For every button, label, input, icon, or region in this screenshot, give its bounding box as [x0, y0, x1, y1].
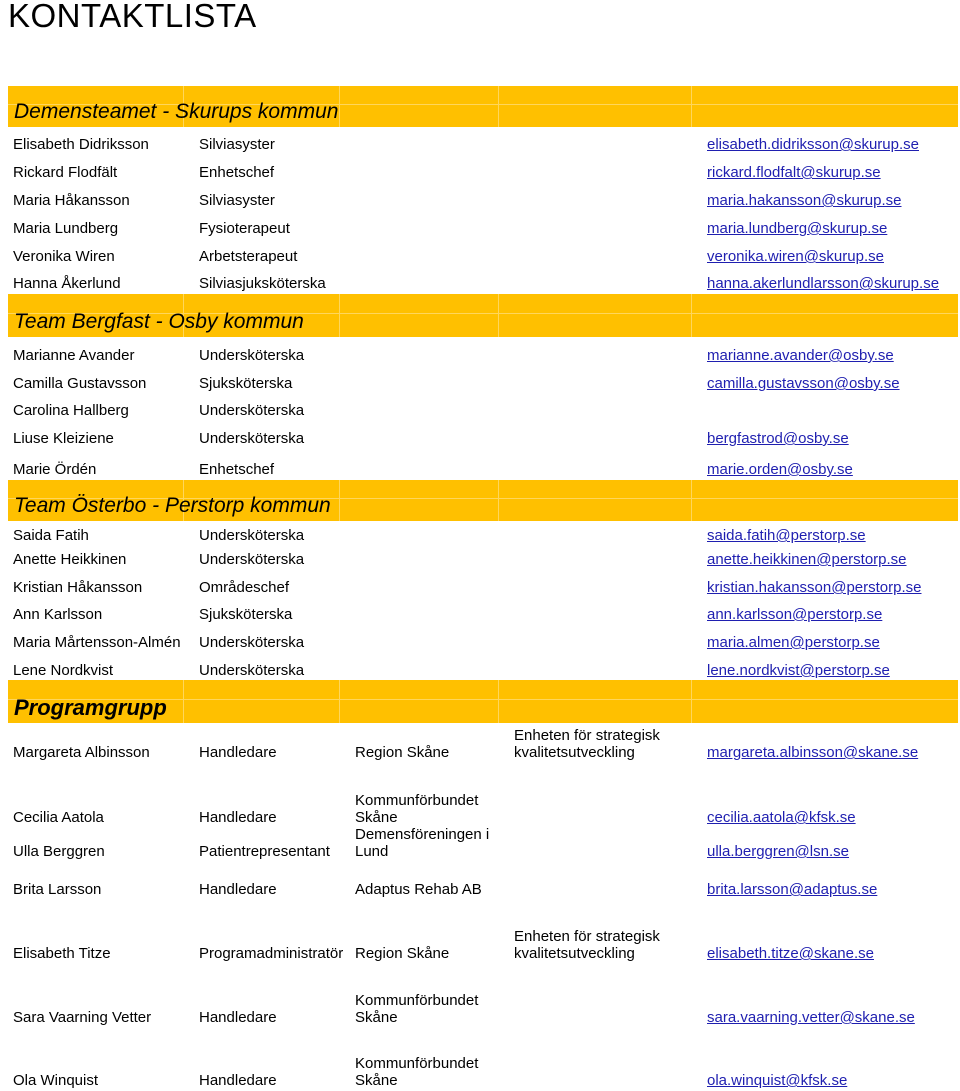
- contact-organization: Kommunförbundet Skåne: [355, 992, 479, 1026]
- contact-name: Maria Håkansson: [13, 192, 130, 209]
- band-column-divider: [339, 86, 340, 127]
- band-column-divider: [498, 680, 499, 723]
- contact-name: Ulla Berggren: [13, 843, 105, 860]
- band-column-divider: [691, 680, 692, 723]
- contact-name: Kristian Håkansson: [13, 579, 143, 596]
- band-column-divider: [498, 294, 499, 337]
- contact-role: Silviasyster: [199, 192, 275, 209]
- contact-name: Marie Ördén: [13, 461, 97, 478]
- contact-email[interactable]: hanna.akerlundlarsson@skurup.se: [707, 275, 940, 292]
- section-title: Team Österbo - Perstorp kommun: [14, 494, 331, 517]
- section-header-band: [8, 480, 958, 521]
- contact-name: Ola Winquist: [13, 1072, 99, 1089]
- contact-email[interactable]: saida.fatih@perstorp.se: [707, 527, 866, 544]
- contact-email[interactable]: ola.winquist@kfsk.se: [707, 1072, 848, 1089]
- contact-organization: Region Skåne: [355, 744, 450, 761]
- contact-email[interactable]: veronika.wiren@skurup.se: [707, 248, 884, 265]
- contact-name: Veronika Wiren: [13, 248, 115, 265]
- contact-name: Rickard Flodfält: [13, 164, 118, 181]
- contact-email[interactable]: elisabeth.titze@skane.se: [707, 945, 874, 962]
- band-column-divider: [183, 680, 184, 723]
- section-title: Team Bergfast - Osby kommun: [14, 310, 304, 333]
- contact-name: Ann Karlsson: [13, 606, 103, 623]
- contact-name: Maria Mårtensson-Almén: [13, 634, 181, 651]
- contact-role: Undersköterska: [199, 402, 305, 419]
- contact-role: Patientrepresentant: [199, 843, 330, 860]
- contact-role: Programadministratör: [199, 945, 344, 962]
- contact-email[interactable]: maria.lundberg@skurup.se: [707, 220, 888, 237]
- contact-role: Undersköterska: [199, 347, 305, 364]
- contact-email[interactable]: rickard.flodfalt@skurup.se: [707, 164, 881, 181]
- contact-name: Elisabeth Didriksson: [13, 136, 149, 153]
- contact-unit: Enheten för strategisk kvalitetsutveckling: [514, 928, 660, 962]
- section-header-band: [8, 680, 958, 723]
- section-header-band: [8, 86, 958, 127]
- contact-name: Lene Nordkvist: [13, 662, 114, 679]
- band-column-divider: [339, 480, 340, 521]
- contact-email[interactable]: marie.orden@osby.se: [707, 461, 853, 478]
- band-column-divider: [691, 480, 692, 521]
- contact-organization: Demensföreningen i Lund: [355, 826, 490, 860]
- contact-role: Undersköterska: [199, 551, 305, 568]
- band-column-divider: [339, 294, 340, 337]
- contact-role: Sjuksköterska: [199, 606, 293, 623]
- contact-email[interactable]: camilla.gustavsson@osby.se: [707, 375, 900, 392]
- contact-email[interactable]: margareta.albinsson@skane.se: [707, 744, 919, 761]
- contact-name: Brita Larsson: [13, 881, 102, 898]
- contact-name: Camilla Gustavsson: [13, 375, 147, 392]
- section-header-band: [8, 294, 958, 337]
- band-column-divider: [498, 86, 499, 127]
- contact-email[interactable]: ulla.berggren@lsn.se: [707, 843, 849, 860]
- band-column-divider: [498, 480, 499, 521]
- contact-email[interactable]: sara.vaarning.vetter@skane.se: [707, 1009, 915, 1026]
- contact-email[interactable]: kristian.hakansson@perstorp.se: [707, 579, 922, 596]
- contact-role: Handledare: [199, 1009, 277, 1026]
- contact-name: Anette Heikkinen: [13, 551, 127, 568]
- contact-role: Undersköterska: [199, 662, 305, 679]
- contact-role: Silviasjuksköterska: [199, 275, 326, 292]
- section-title: Programgrupp: [14, 695, 167, 720]
- contact-role: Sjuksköterska: [199, 375, 293, 392]
- contact-email[interactable]: lene.nordkvist@perstorp.se: [707, 662, 890, 679]
- contact-name: Elisabeth Titze: [13, 945, 111, 962]
- contact-email[interactable]: maria.hakansson@skurup.se: [707, 192, 902, 209]
- contact-name: Hanna Åkerlund: [13, 275, 121, 292]
- contact-email[interactable]: cecilia.aatola@kfsk.se: [707, 809, 856, 826]
- band-column-divider: [339, 680, 340, 723]
- contact-name: Sara Vaarning Vetter: [13, 1009, 152, 1026]
- contact-name: Cecilia Aatola: [13, 809, 104, 826]
- contact-email[interactable]: brita.larsson@adaptus.se: [707, 881, 878, 898]
- contact-email[interactable]: ann.karlsson@perstorp.se: [707, 606, 883, 623]
- band-column-divider: [691, 294, 692, 337]
- contact-role: Arbetsterapeut: [199, 248, 298, 265]
- contact-role: Enhetschef: [199, 461, 275, 478]
- contact-name: Maria Lundberg: [13, 220, 119, 237]
- contact-email[interactable]: anette.heikkinen@perstorp.se: [707, 551, 907, 568]
- contact-organization: Region Skåne: [355, 945, 450, 962]
- contact-role: Handledare: [199, 744, 277, 761]
- contact-organization: Adaptus Rehab AB: [355, 881, 482, 898]
- contact-role: Fysioterapeut: [199, 220, 290, 237]
- band-column-divider: [691, 86, 692, 127]
- contact-name: Saida Fatih: [13, 527, 89, 544]
- contact-name: Marianne Avander: [13, 347, 135, 364]
- contact-role: Områdeschef: [199, 579, 290, 596]
- contact-organization: Kommunförbundet Skåne: [355, 792, 479, 826]
- contact-unit: Enheten för strategisk kvalitetsutveckling: [514, 727, 660, 761]
- contact-email[interactable]: elisabeth.didriksson@skurup.se: [707, 136, 919, 153]
- contact-email[interactable]: bergfastrod@osby.se: [707, 430, 849, 447]
- contact-role: Undersköterska: [199, 430, 305, 447]
- contact-email[interactable]: marianne.avander@osby.se: [707, 347, 894, 364]
- contact-role: Undersköterska: [199, 527, 305, 544]
- contact-organization: Kommunförbundet Skåne: [355, 1055, 479, 1089]
- contact-role: Handledare: [199, 881, 277, 898]
- contact-name: Liuse Kleiziene: [13, 430, 114, 447]
- contact-role: Enhetschef: [199, 164, 275, 181]
- contact-name: Carolina Hallberg: [13, 402, 129, 419]
- contact-role: Handledare: [199, 1072, 277, 1089]
- contact-email[interactable]: maria.almen@perstorp.se: [707, 634, 880, 651]
- contact-role: Silviasyster: [199, 136, 275, 153]
- section-title: Demensteamet - Skurups kommun: [14, 100, 339, 123]
- page-title: KONTAKTLISTA: [8, 0, 257, 34]
- contact-role: Handledare: [199, 809, 277, 826]
- contact-name: Margareta Albinsson: [13, 744, 150, 761]
- contact-role: Undersköterska: [199, 634, 305, 651]
